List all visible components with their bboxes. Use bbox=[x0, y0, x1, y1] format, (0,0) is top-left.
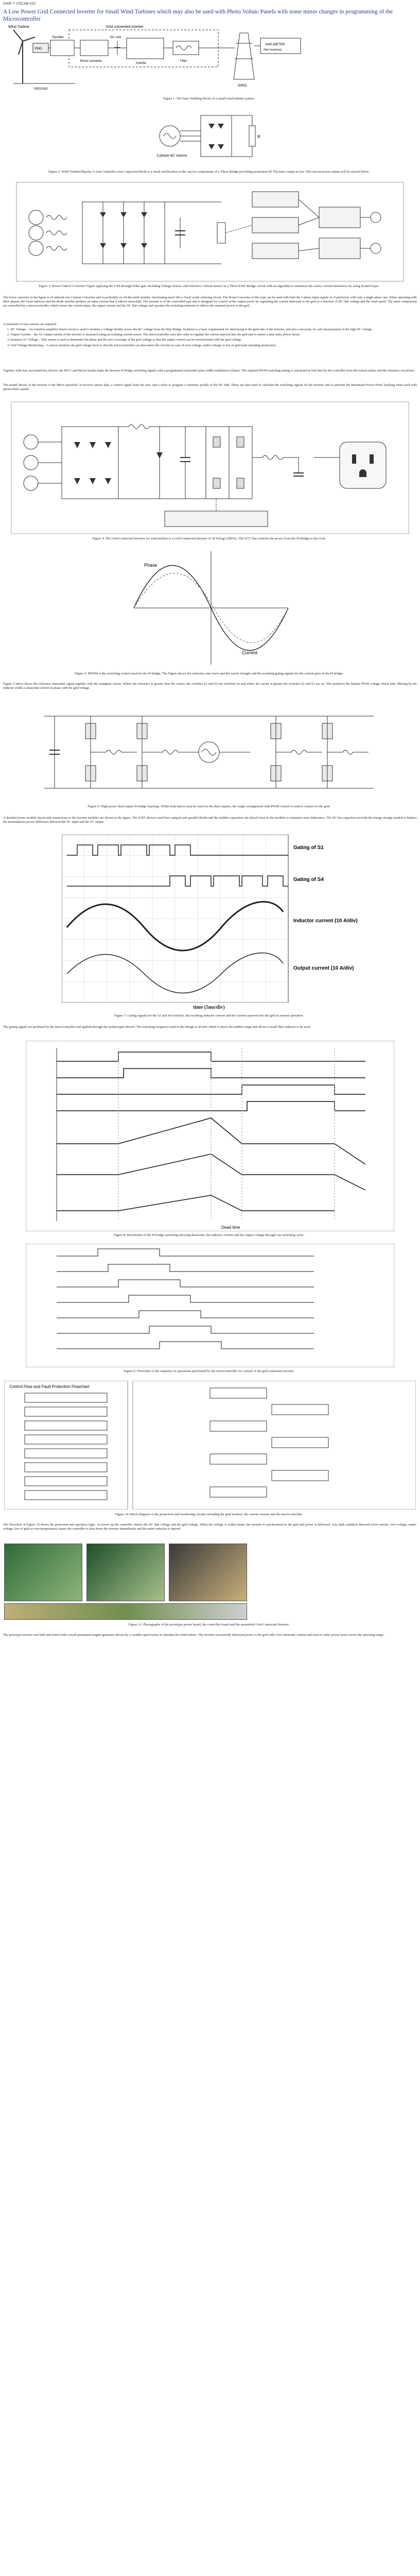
figure-8 bbox=[26, 1041, 394, 1231]
sensor-item: 2. Output Current – the AC output current of the inverter is measured using an isolating current sensor. The microcontroller uses this value to regulate the current injected into the grid and to ensure a near unity power factor. bbox=[7, 333, 301, 337]
phase-label: Phase bbox=[144, 563, 157, 568]
figure-8-timing bbox=[26, 1041, 394, 1231]
figure-4-caption: Figure 4: The Grid-Connected Inverter for wind turbine is a Grid Connected Inverter of 20 Kilogs (20kW). The ECU line controls the power from the H-Bridge to the Grid. bbox=[92, 537, 326, 540]
timing-trace bbox=[57, 1280, 314, 1287]
figure-6 bbox=[24, 701, 396, 804]
paper-title: A Low Power Grid Connected Inverter for Small Wind Turbines which may also be used with Photo Voltaic Panels with some minor changes in programming of the Microcontroller bbox=[3, 9, 393, 22]
timing-trace bbox=[57, 1311, 314, 1318]
gating-s1-label: Gating of S1 bbox=[293, 845, 324, 851]
inverter-label: Inverter bbox=[136, 62, 147, 65]
flowchart-step bbox=[25, 1407, 107, 1416]
figure-7-time-label: time (5ms/div) bbox=[193, 1005, 225, 1010]
figure-1 bbox=[3, 23, 417, 96]
figure-10-caption: Figure 10: Block diagram of the protection and monitoring circuits including the grid monitor, the current sensors and the microcontroller. bbox=[115, 1513, 303, 1516]
filter-label: Filter bbox=[180, 60, 187, 63]
grid-label: GRID bbox=[238, 84, 247, 88]
flowchart-step bbox=[25, 1421, 107, 1430]
flowchart-step bbox=[25, 1490, 107, 1500]
flowchart-block bbox=[210, 1388, 267, 1398]
figure-5-waveform bbox=[124, 546, 296, 670]
figure-4 bbox=[10, 401, 410, 535]
source-label: 3 phase AC source bbox=[156, 154, 187, 158]
flowchart-step bbox=[25, 1463, 107, 1472]
timing-trace bbox=[57, 1249, 314, 1256]
paragraph-6: The gating signals are produced by the microcontroller and applied through the isolated gate drivers. The switching frequency used in this design is 20 kHz which is above the audible range and allows a small filter inductor to be used. bbox=[3, 1025, 311, 1029]
paragraph-3: The model 'Boost' of the inverter is the Micro specified. It receives sensor data, a control signal from the user, and a value to program a reference profile of the DC link. These are then used to calculate the switching signals for the inverter and to perform the Maximum Power Point Tracking when used with photovoltaic panels. bbox=[3, 383, 417, 392]
figure-7-scope bbox=[62, 835, 358, 1003]
dead-time-label: Dead time bbox=[221, 1225, 240, 1230]
figure-6-caption: Figure 6: High power dual-output H-bridge topology. While both halves may be used for the dual outputs, the single arrangement with PWM control is used to connect to the grid. bbox=[87, 805, 330, 808]
meter-label: kWh METER bbox=[266, 43, 285, 46]
figure-9-flow bbox=[26, 1244, 394, 1367]
figure-1-caption: Figure 1: The basic building blocks of a small wind turbine system. bbox=[163, 97, 255, 100]
figure-2-circuit bbox=[154, 105, 273, 168]
figure-10 bbox=[4, 1381, 416, 1510]
header-tag: DIAR Y VOCAB KID bbox=[3, 2, 36, 6]
flowchart-block bbox=[210, 1454, 267, 1464]
figure-11 bbox=[4, 1544, 416, 1621]
figure-10-flowchart bbox=[4, 1381, 416, 1510]
figure-2-caption: Figure 2: Wind Turbine/Bipolar 3-Arm Controller (was Capacitor/Diode is a small rectification to the cap for components of a Three Bridge providing permanent Rf Thyristor output at low. This layout power output will be sensed below. bbox=[48, 170, 370, 174]
figure-2 bbox=[154, 105, 273, 168]
list-intro: A minimum of four sensors are required: bbox=[3, 323, 57, 326]
timing-trace bbox=[57, 1295, 314, 1302]
paragraph-8: The prototype inverter was built and tested with a small permanent magnet generator driven by a variable speed motor to simulate the wind turbine. The inverter successfully delivered power to the grid with a low harmonic content and close to unity power factor across the operating range. bbox=[3, 1633, 384, 1637]
grid-connected-label: Grid connected inverter bbox=[106, 25, 144, 29]
figure-1-diagram bbox=[3, 23, 417, 96]
output-label: Output current (10 A/div) bbox=[293, 965, 354, 971]
sensor-item: 1. DC Voltage – An isolation-amplifier based circuit is used to monitor a voltage divider across the DC voltage from the Way Bridge. Isolation is a basic requirement for interfacing to the grid-side of the inverter, and also a necessity for safe measurement of the high DC voltage. bbox=[7, 328, 373, 331]
inductor-label: Inductor current (10 A/div) bbox=[293, 918, 358, 924]
flowchart-step bbox=[25, 1393, 107, 1402]
wind-turbine-label: Wind Turbine bbox=[8, 25, 30, 29]
photo-controller-board bbox=[86, 1544, 165, 1601]
figure-9 bbox=[26, 1244, 394, 1367]
boost-label: Boost converter bbox=[80, 60, 102, 63]
flowchart-step bbox=[25, 1435, 107, 1444]
meter-sub-label: (Net metering) bbox=[264, 48, 282, 52]
sensor-list bbox=[7, 328, 416, 349]
flowchart-block bbox=[272, 1437, 328, 1448]
photo-power-board bbox=[4, 1544, 82, 1601]
flowchart-step bbox=[25, 1477, 107, 1486]
flowchart-step bbox=[25, 1449, 107, 1458]
pmg-label: PMG bbox=[35, 47, 42, 50]
timing-trace bbox=[57, 1342, 314, 1349]
figure-3-circuit bbox=[15, 181, 405, 282]
figure-3-caption: Figure 3: Boost Control Converter Figure applying the 3-Ph through-Filter gate including Voltage Sensor, and reference Current Sensor in a Three IGBT Bridge circuit with an algorithm to minimize the source current harmonics by using Scaled loops. bbox=[39, 284, 379, 288]
figure-7 bbox=[62, 835, 358, 1003]
figure-5 bbox=[124, 546, 296, 670]
timing-trace bbox=[57, 1326, 314, 1333]
figure-11-caption: Figure 11: Photographs of the prototype power board, the controller board and the assembled Grid Connected Inverter. bbox=[128, 1623, 290, 1626]
figure-5-caption: Figure 5: SPWM is the switching control used for the H-bridge. The Figure shows the reference sine wave and the carrier triangle and the resulting gating signals for the switch pairs of the H-bridge. bbox=[74, 672, 344, 675]
photo-assembled-inverter bbox=[169, 1544, 247, 1601]
paragraph-4: Figure 5 above shows the reference sinusoidal signal together with the triangular carrier. Where the reference is greater than the carrier, the switches S1 and S4 are switched on and where the carrier is greater the switches S2 and S3 are on. This produces the bipolar PWM voltage which after filtering by the inductor yields a sinusoidal current in phase with the grid voltage. bbox=[3, 682, 417, 690]
flowchart-block bbox=[210, 1487, 267, 1497]
figure-4-circuit bbox=[10, 401, 410, 535]
flowchart-block bbox=[272, 1470, 328, 1481]
timing-trace bbox=[57, 1264, 314, 1272]
paragraph-1: The boost converter in the figure is of reduced-size Current Converter and is preferably on off-the-shelf module, functioning much like a 'buck' mode reducing circuit. The Boost Converter of this type can be used with both the 3-phase input supply or, if preferred, with only a single phase one. When operating with three phases, the boost inductor and the diode rectifier produce an input current that is almost sinusoidal. The inverter is of the controlled type and is designed for control of the output power by regulating the current delivered to the grid as a function of DC link voltage and the wind speed. The main components are controlled by a microcontroller, which senses the current input, the output current and the DC link voltage and operates the switching elements to deliver the required power to the grid. bbox=[3, 296, 417, 308]
dc-link-label: DC Link bbox=[110, 36, 121, 39]
rectifier-label: Rectifier bbox=[52, 36, 64, 39]
paragraph-2: Together with four associated key drivers, the MCU and Driver boards make the Inverter H-bridge switching signals with a programmed sinusoidal pulse width modulation scheme. The required PWM switching timing is calculated in real time by the controller from the sensed values and the reference waveform. bbox=[3, 369, 415, 372]
paragraph-5: A detailed power module layout and connections to the inverter modules are shown in the figure. The IGBT devices used have integral anti-parallel diodes and the snubber capacitors are placed close to the modules to minimise stray inductance. The DC bus capacitors provide the energy storage needed to balance the instantaneous power difference between the DC input and the AC output. bbox=[3, 816, 417, 824]
figure-9-caption: Figure 9: Flowchart of the sequence of operations performed by the microcontroller for control of the grid connected inverter. bbox=[124, 1369, 294, 1373]
flowchart-title: Control Flow and Fault Protection Flowchart bbox=[9, 1384, 90, 1389]
gating-s4-label: Gating of S4 bbox=[293, 877, 324, 883]
load-label: R bbox=[257, 134, 260, 139]
photo-components bbox=[4, 1603, 247, 1620]
figure-6-circuit bbox=[24, 701, 396, 804]
sensor-item: 4. Grid Voltage Monitoring – A sensor monitors the grid voltage level so that the microcontroller can disconnect the inverter in case of over-voltage, under-voltage or loss of grid (anti-islanding protection). bbox=[7, 343, 277, 347]
ground-label: GROUND bbox=[34, 88, 48, 91]
flowchart-block bbox=[210, 1421, 267, 1431]
figure-7-caption: Figure 7: Gating signals for the S1 and S4 switches, the resulting inductor current and the current injected into the grid in normal operation. bbox=[114, 1014, 304, 1018]
flowchart-block bbox=[272, 1404, 328, 1415]
figure-8-caption: Figure 8: Waveforms of the H-bridge switching showing dead time, the inductor current and the output voltage through one switching cycle. bbox=[113, 1233, 305, 1237]
paragraph-7: The flowchart of Figure 10 shows the protection and operation logic. At power up the controller checks the DC link voltage and the grid voltage. When the voltage is within limits, the inverter is synchronised to the grid and power is delivered. Any fault condition detected (over-current, over-voltage, under-voltage, loss of grid or over-temperature) causes the controller to shut down the inverter immediately and the main contactor is opened. bbox=[3, 1523, 417, 1531]
sensor-item: 3. Isolation AC Voltage – This sensor is used to determine the phase and the zero crossings of the grid voltage so that the output current can be synchronised with the grid voltage. bbox=[7, 338, 242, 342]
current-label: Current bbox=[242, 650, 258, 655]
figure-3 bbox=[15, 181, 405, 282]
